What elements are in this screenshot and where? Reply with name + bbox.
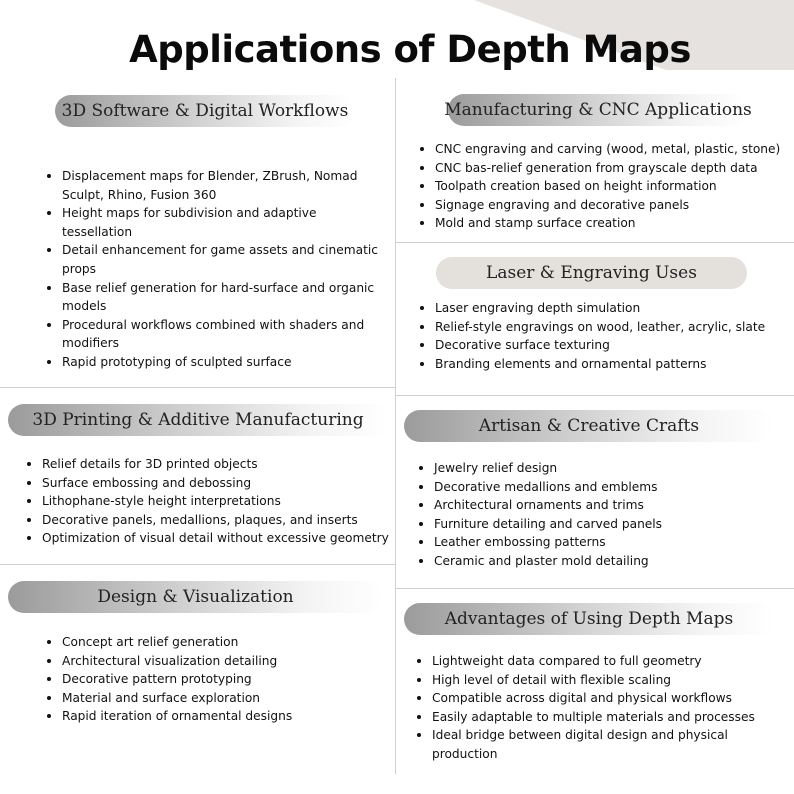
section-divider-right-2 (395, 395, 794, 396)
list-item: Branding elements and ornamental patterns (419, 355, 791, 374)
list-item: Easily adaptable to multiple materials and processes (416, 708, 792, 727)
list-item: Relief details for 3D printed objects (26, 455, 394, 474)
list-item: Toolpath creation based on height information (419, 177, 791, 196)
heading-advantages: Advantages of Using Depth Maps (404, 603, 774, 635)
list-item: Architectural ornaments and trims (418, 496, 790, 515)
list-manufacturing-cnc (419, 140, 791, 233)
list-item: Displacement maps for Blender, ZBrush, Nomad Sculpt, Rhino, Fusion 360 (46, 167, 381, 204)
list-item: Ideal bridge between digital design and physical production (416, 726, 792, 763)
column-divider (395, 78, 396, 774)
list-item: Mold and stamp surface creation (419, 214, 791, 233)
list-item: Surface embossing and debossing (26, 474, 394, 493)
list-item: Leather embossing patterns (418, 533, 790, 552)
list-design-visualization (46, 633, 386, 726)
list-item: Lightweight data compared to full geometry (416, 652, 792, 671)
list-item: CNC bas-relief generation from grayscale depth data (419, 159, 791, 178)
heading-laser-engraving: Laser & Engraving Uses (436, 257, 747, 289)
heading-3d-printing: 3D Printing & Additive Manufacturing (8, 404, 388, 436)
list-item: High level of detail with flexible scaling (416, 671, 792, 690)
heading-3d-software: 3D Software & Digital Workflows (55, 95, 355, 127)
list-item: Base relief generation for hard-surface and organic models (46, 279, 381, 316)
list-item: Rapid prototyping of sculpted surface (46, 353, 381, 372)
list-item: Ceramic and plaster mold detailing (418, 552, 790, 571)
list-item: Height maps for subdivision and adaptive tessellation (46, 204, 381, 241)
list-item: Architectural visualization detailing (46, 652, 386, 671)
list-item: Laser engraving depth simulation (419, 299, 791, 318)
list-item: Material and surface exploration (46, 689, 386, 708)
list-artisan-crafts (418, 459, 790, 571)
list-item: Decorative panels, medallions, plaques, and inserts (26, 511, 394, 530)
list-item: Detail enhancement for game assets and cinematic props (46, 241, 381, 278)
list-item: Optimization of visual detail without excessive geometry (26, 529, 394, 548)
list-item: Relief-style engravings on wood, leather, acrylic, slate (419, 318, 791, 337)
section-divider-right-3 (395, 588, 794, 589)
list-item: Concept art relief generation (46, 633, 386, 652)
list-item: CNC engraving and carving (wood, metal, plastic, stone) (419, 140, 791, 159)
list-item: Furniture detailing and carved panels (418, 515, 790, 534)
section-divider-left-1 (0, 387, 395, 388)
list-item: Signage engraving and decorative panels (419, 196, 791, 215)
list-item: Decorative medallions and emblems (418, 478, 790, 497)
list-laser-engraving (419, 299, 791, 373)
list-item: Decorative pattern prototyping (46, 670, 386, 689)
list-item: Lithophane-style height interpretations (26, 492, 394, 511)
page-title: Applications of Depth Maps (129, 28, 691, 71)
list-item: Decorative surface texturing (419, 336, 791, 355)
list-3d-printing (26, 455, 394, 548)
heading-artisan-crafts: Artisan & Creative Crafts (404, 410, 774, 442)
section-divider-left-2 (0, 564, 395, 565)
list-3d-software (46, 167, 381, 372)
heading-manufacturing-cnc: Manufacturing & CNC Applications (448, 94, 748, 126)
list-item: Procedural workflows combined with shaders and modifiers (46, 316, 381, 353)
list-advantages (416, 652, 792, 764)
list-item: Jewelry relief design (418, 459, 790, 478)
section-divider-right-1 (395, 242, 794, 243)
heading-design-visualization: Design & Visualization (8, 581, 383, 613)
list-item: Rapid iteration of ornamental designs (46, 707, 386, 726)
list-item: Compatible across digital and physical workflows (416, 689, 792, 708)
